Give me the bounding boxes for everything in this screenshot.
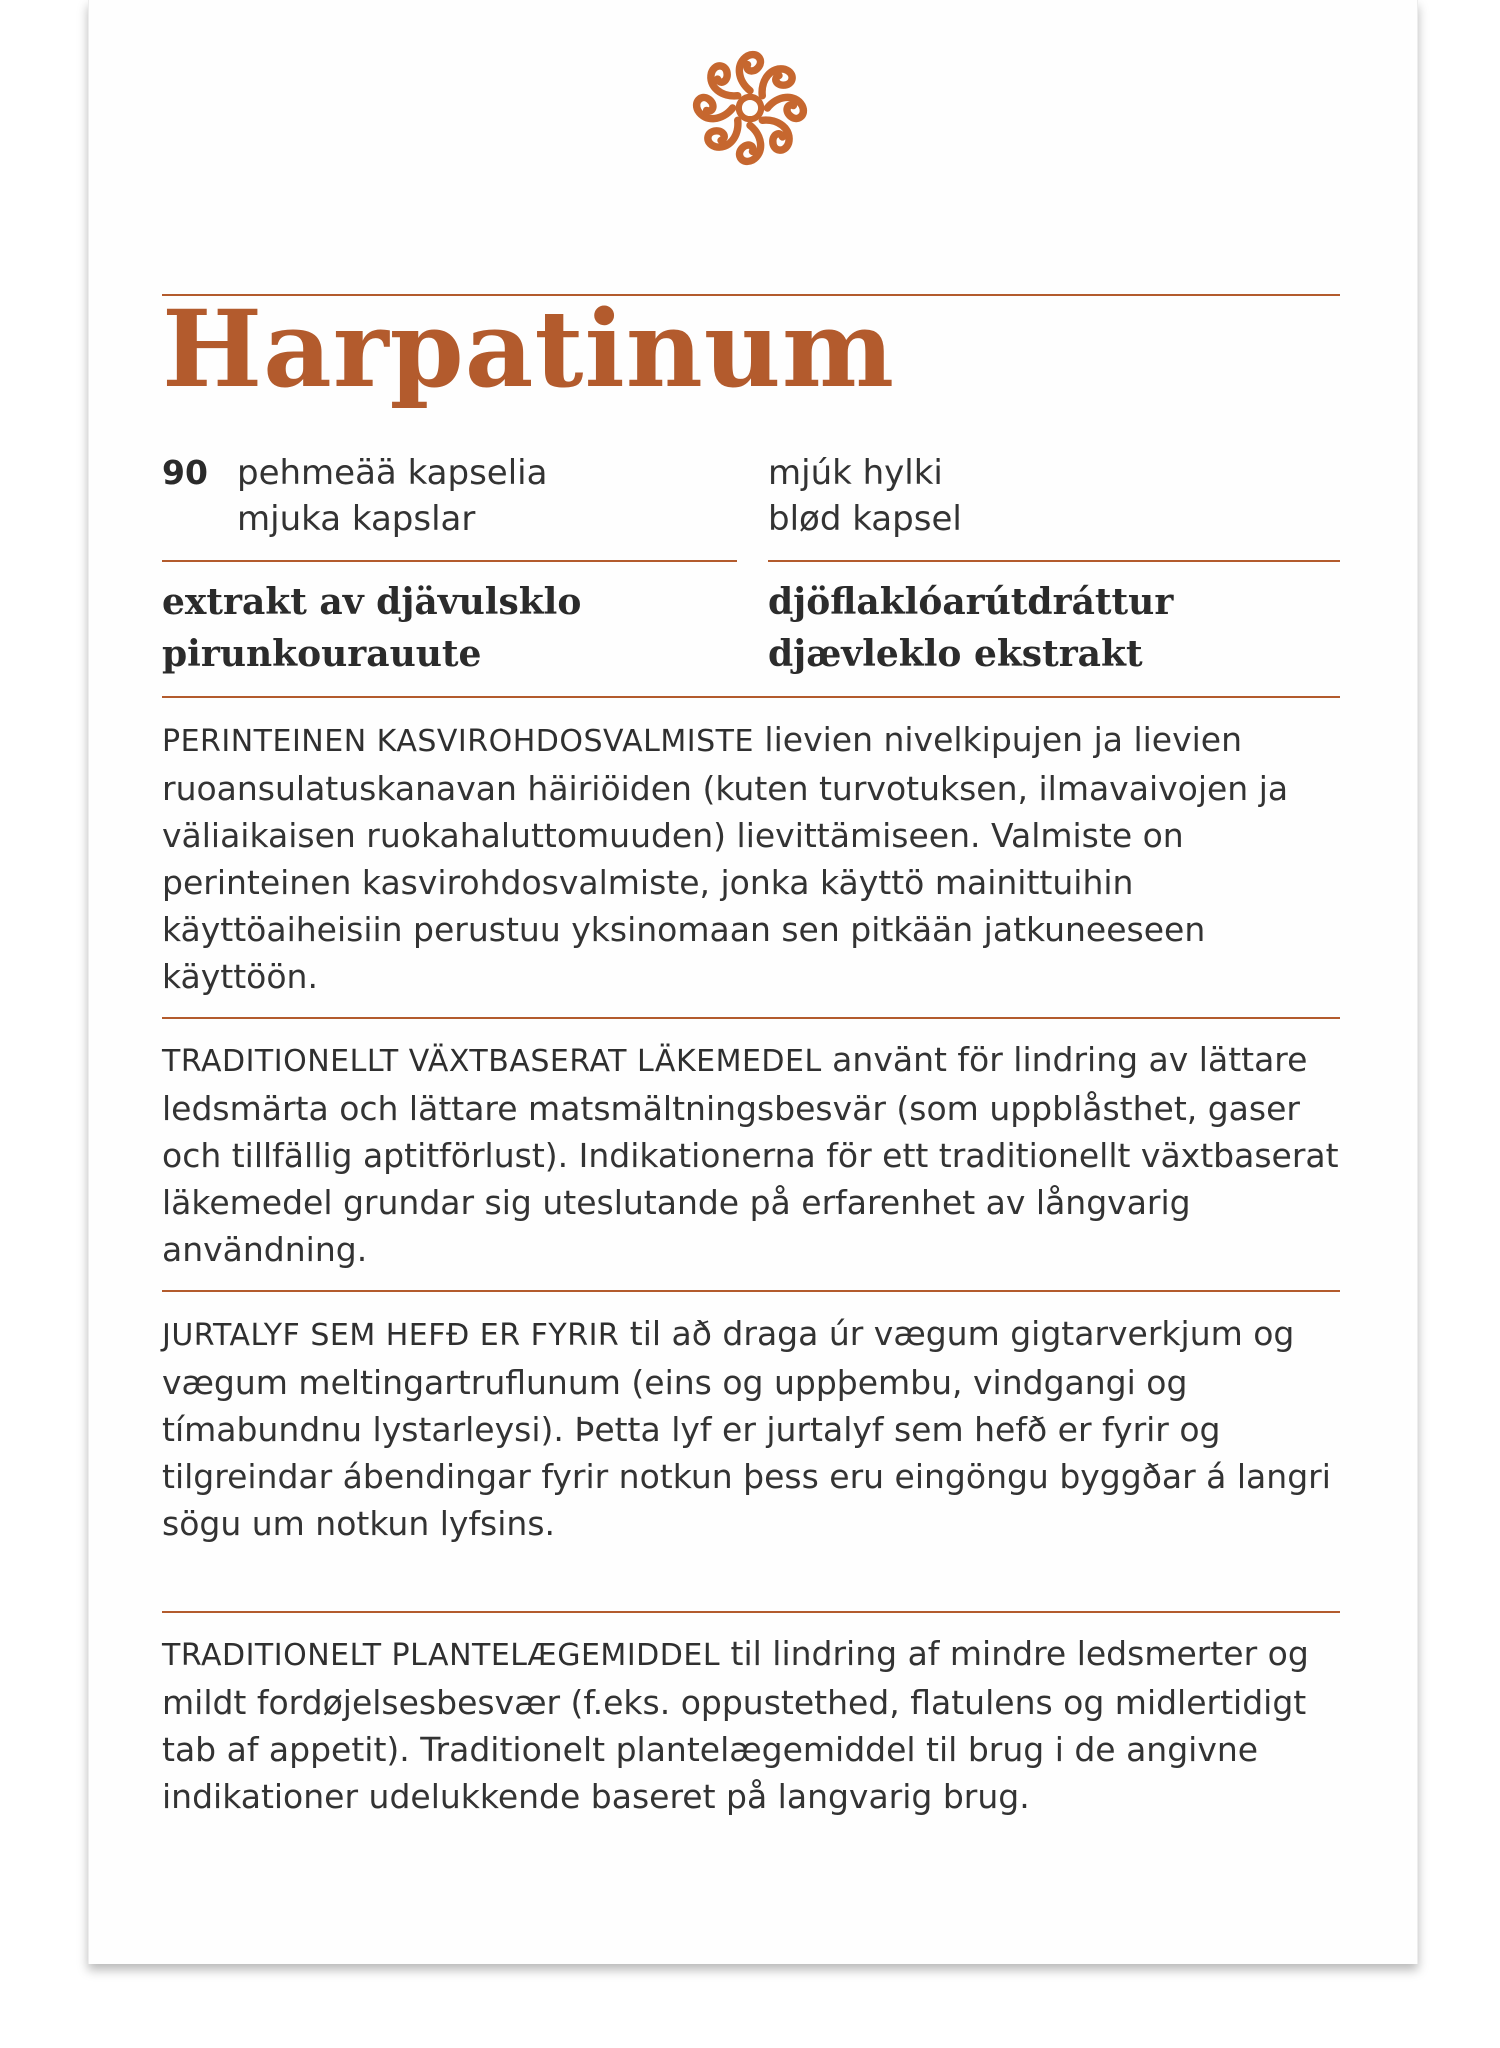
description-text: til lindring af mindre ledsmerter og mildt fordøjelsesbesvær (f.eks. oppustethed, flatulens og midlertidigt tab af appetit). Traditionelt plantelægemiddel til brug i de angivne indikationer udelukkende baseret på langvarig brug. [162,1634,1309,1816]
description-fi [162,716,1342,1000]
description-is [162,1310,1342,1547]
divider [162,560,737,562]
capsule-count: 90 [162,453,208,492]
description-heading: TRADITIONELT PLANTELÆGEMIDDEL [162,1638,721,1673]
product-name: Harpatinum [162,286,896,411]
extract-label-sv: extrakt av djävulsklo [162,581,582,623]
description-da [162,1630,1342,1820]
description-text: til að draga úr vægum gigtarverkjum og vægum meltingartruflunum (eins og uppþembu, vindgangi og tímabundnu lystarleysi). Þetta lyf er jurtalyf sem hefð er fyrir og tilgreindar ábendingar fyrir notkun þess eru eingöngu byggðar á langri sögu um notkun lyfsins. [162,1314,1331,1543]
divider [162,696,1340,698]
divider [162,1611,1340,1613]
form-label-sv: mjuka kapslar [237,499,476,539]
extract-label-is: djöflaklóarútdráttur [768,581,1174,623]
description-heading: TRADITIONELLT VÄXTBASERAT LÄKEMEDEL [162,1044,822,1079]
description-text: lievien nivelkipujen ja lievien ruoansulatuskanavan häiriöiden (kuten turvotuksen, ilmavaivojen ja väliaikaisen ruokahaluttomuuden) lievittämiseen. Valmiste on perinteinen kasvirohdosvalmiste, jonka käyttö mainittuihin käyttöaiheisiin perustuu yksinomaan sen pitkään jatkuneeseen käyttöön. [162,720,1289,996]
extract-label-fi: pirunkourauute [162,633,482,675]
description-heading: PERINTEINEN KASVIROHDOSVALMISTE [162,724,754,759]
divider [162,1017,1340,1019]
form-label-fi: pehmeää kapselia [237,453,548,493]
description-text: använt för lindring av lättare ledsmärta och lättare matsmältningsbesvär (som uppblåsthet, gaser och tillfällig aptitförlust). Indikationerna för ett traditionellt växtbaserat läkemedel grundar sig uteslutande på erfarenhet av långvarig användning. [162,1040,1339,1269]
description-heading: JURTALYF SEM HEFÐ ER FYRIR [162,1318,620,1353]
form-label-is: mjúk hylki [768,453,943,493]
flower-logo-icon [688,46,812,170]
divider [162,1290,1340,1292]
extract-label-da: djævleklo ekstrakt [768,633,1143,675]
description-sv [162,1036,1342,1273]
form-label-da: blød kapsel [768,499,962,539]
divider [768,560,1340,562]
